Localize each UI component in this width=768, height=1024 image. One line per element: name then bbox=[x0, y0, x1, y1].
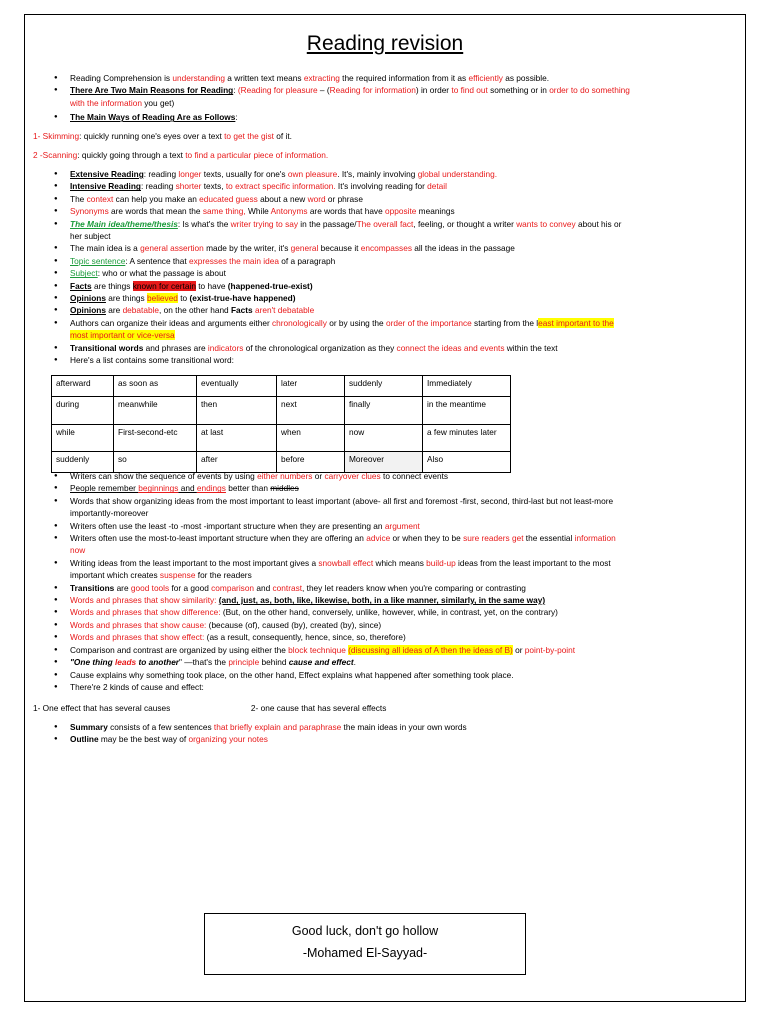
list-item-outline: ● Outline may be the best way of organizing your notes bbox=[70, 733, 730, 745]
list-item-summary: ● Summary consists of a few sentences that briefly explain and paraphrase the main ideas in your own words bbox=[70, 721, 730, 733]
list-item-transitions: ● Transitions are good tools for a good comparison and contrast, they let readers know when you're comparing or contrasting bbox=[70, 582, 730, 594]
scanning-line: 2 -Scanning: quickly going through a text to find a particular piece of information. bbox=[33, 150, 329, 160]
table-cell: before bbox=[277, 452, 345, 473]
table-cell: finally bbox=[345, 397, 423, 425]
closing-box bbox=[204, 913, 526, 975]
cause-effect-kinds bbox=[33, 702, 733, 714]
transitional-words-table bbox=[51, 375, 511, 473]
table-cell: eventually bbox=[197, 376, 277, 397]
list-item-topic-sentence: ● Topic sentence: A sentence that expresses the main idea of a paragraph bbox=[70, 255, 730, 267]
list-item-two-kinds: ● There're 2 kinds of cause and effect: bbox=[70, 681, 730, 693]
table-row bbox=[52, 397, 511, 425]
list-item-cause-words: ● Words and phrases that show cause: (because (of), caused (by), created (by), since) bbox=[70, 619, 730, 631]
definitions-list bbox=[70, 168, 730, 367]
list-item-most-to-least-words: ● Words that show organizing ideas from the most important to least important (above- all first and foremost -first, second, third-last but not least-more importantly-moreover bbox=[70, 495, 730, 520]
list-item-list-intro: ● Here's a list contains some transitional word: bbox=[70, 354, 730, 366]
list-item-organize: ● Authors can organize their ideas and arguments either chronologically or by using the order of the importance starting from the least important to the most important or vice-versa bbox=[70, 317, 730, 342]
skimming-line: 1- Skimming: quickly running one's eyes over a text to get the gist of it. bbox=[33, 131, 292, 141]
table-cell: afterward bbox=[52, 376, 114, 397]
table-cell: later bbox=[277, 376, 345, 397]
list-item-synonyms: ● Synonyms are words that mean the same thing, While Antonyms are words that have opposite meanings bbox=[70, 205, 730, 217]
list-item-general-assertion: ● The main idea is a general assertion made by the writer, it's general because it encompasses all the ideas in the passage bbox=[70, 242, 730, 254]
table-cell: then bbox=[197, 397, 277, 425]
table-cell: First-second-etc bbox=[114, 425, 197, 452]
list-item-opinions-debatable: ● Opinions are debatable, on the other hand Facts aren't debatable bbox=[70, 304, 730, 316]
list-item-snowball: ● Writing ideas from the least important to the most important gives a snowball effect which means build-up ideas from the least important to the most important which creates suspense for the readers bbox=[70, 557, 730, 582]
table-cell: a few minutes later bbox=[423, 425, 511, 452]
list-item-similarity: ● Words and phrases that show similarity: (and, just, as, both, like, likewise, both, in a like manner, similarly, in the same way) bbox=[70, 594, 730, 606]
list-item-subject: ● Subject: who or what the passage is about bbox=[70, 267, 730, 279]
table-cell: during bbox=[52, 397, 114, 425]
table-cell: at last bbox=[197, 425, 277, 452]
table-cell: Immediately bbox=[423, 376, 511, 397]
table-cell: suddenly bbox=[52, 452, 114, 473]
table-cell: now bbox=[345, 425, 423, 452]
table-cell: when bbox=[277, 425, 345, 452]
list-item-sequence: ● Writers can show the sequence of events by using either numbers or carryover clues to connect events bbox=[70, 470, 730, 482]
list-item-one-thing-leads: ● "One thing leads to another" —that's the principle behind cause and effect. bbox=[70, 656, 730, 668]
intro-bullet-comprehension: ● Reading Comprehension is understanding a written text means extracting the required information from it as efficiently as possible. bbox=[70, 72, 730, 84]
author-signature: -Mohamed El-Sayyad- bbox=[302, 946, 428, 960]
list-item-extensive: ● Extensive Reading: reading longer texts, usually for one's own pleasure. It's, mainly involving global understanding. bbox=[70, 168, 730, 180]
list-item-context: ● The context can help you make an educated guess about a new word or phrase bbox=[70, 193, 730, 205]
organization-list bbox=[70, 470, 730, 693]
list-item-facts: ● Facts are things known for certain to have (happened-true-exist) bbox=[70, 280, 730, 292]
intro-bullet-ways: ● The Main Ways of Reading Are as Follows: bbox=[70, 111, 730, 123]
kind-one: 1- One effect that has several causes bbox=[33, 703, 171, 713]
table-cell: in the meantime bbox=[423, 397, 511, 425]
list-item-remember: ● People remember beginnings and endings better than middles bbox=[70, 482, 730, 494]
list-item-most-to-least: ● Writers often use the most-to-least important structure when they are offering an advice or when they to be sure readers get the essential information now bbox=[70, 532, 730, 557]
list-item-transitional: ● Transitional words and phrases are indicators of the chronological organization as they connect the ideas and events within the text bbox=[70, 342, 730, 354]
table-cell: Also bbox=[423, 452, 511, 473]
list-item-comparison: ● Comparison and contrast are organized by using either the block technique (discussing all ideas of A then the ideas of B) or point-by-point bbox=[70, 644, 730, 656]
table-cell: Moreover bbox=[345, 452, 423, 473]
table-row bbox=[52, 425, 511, 452]
list-item-opinions: ● Opinions are things believed to (exist-true-have happened) bbox=[70, 292, 730, 304]
table-cell: after bbox=[197, 452, 277, 473]
intro-bullet-reasons: ● There Are Two Main Reasons for Reading: (Reading for pleasure – (Reading for information) in order to find out something or in order to do something with the information you get) bbox=[70, 84, 730, 109]
list-item-effect-words: ● Words and phrases that show effect: (as a result, consequently, hence, since, so, therefore) bbox=[70, 631, 730, 643]
list-item-cause-explains: ● Cause explains why something took place, on the other hand, Effect explains what happened after something took place. bbox=[70, 669, 730, 681]
list-item-least-to-most: ● Writers often use the least -to -most -important structure when they are presenting an argument bbox=[70, 520, 730, 532]
page-title: Reading revision bbox=[306, 32, 464, 55]
table-row bbox=[52, 376, 511, 397]
table-cell: while bbox=[52, 425, 114, 452]
intro-list bbox=[70, 72, 730, 124]
table-cell: as soon as bbox=[114, 376, 197, 397]
summary-list bbox=[70, 721, 730, 746]
table-cell: so bbox=[114, 452, 197, 473]
table-cell: meanwhile bbox=[114, 397, 197, 425]
table-cell: next bbox=[277, 397, 345, 425]
kind-two: 2- one cause that has several effects bbox=[250, 703, 387, 713]
list-item-main-idea: ● The Main idea/theme/thesis: Is what's the writer trying to say in the passage/The overall fact, feeling, or thought a writer wants to convey about his or her subject bbox=[70, 218, 730, 243]
list-item-difference: ● Words and phrases that show difference: (But, on the other hand, conversely, unlike, however, while, in contrast, yet, on the contrary) bbox=[70, 606, 730, 618]
table-cell: suddenly bbox=[345, 376, 423, 397]
closing-message: Good luck, don't go hollow bbox=[291, 924, 439, 938]
list-item-intensive: ● Intensive Reading: reading shorter texts, to extract specific information. It's involving reading for detail bbox=[70, 180, 730, 192]
document-page bbox=[24, 14, 746, 1002]
